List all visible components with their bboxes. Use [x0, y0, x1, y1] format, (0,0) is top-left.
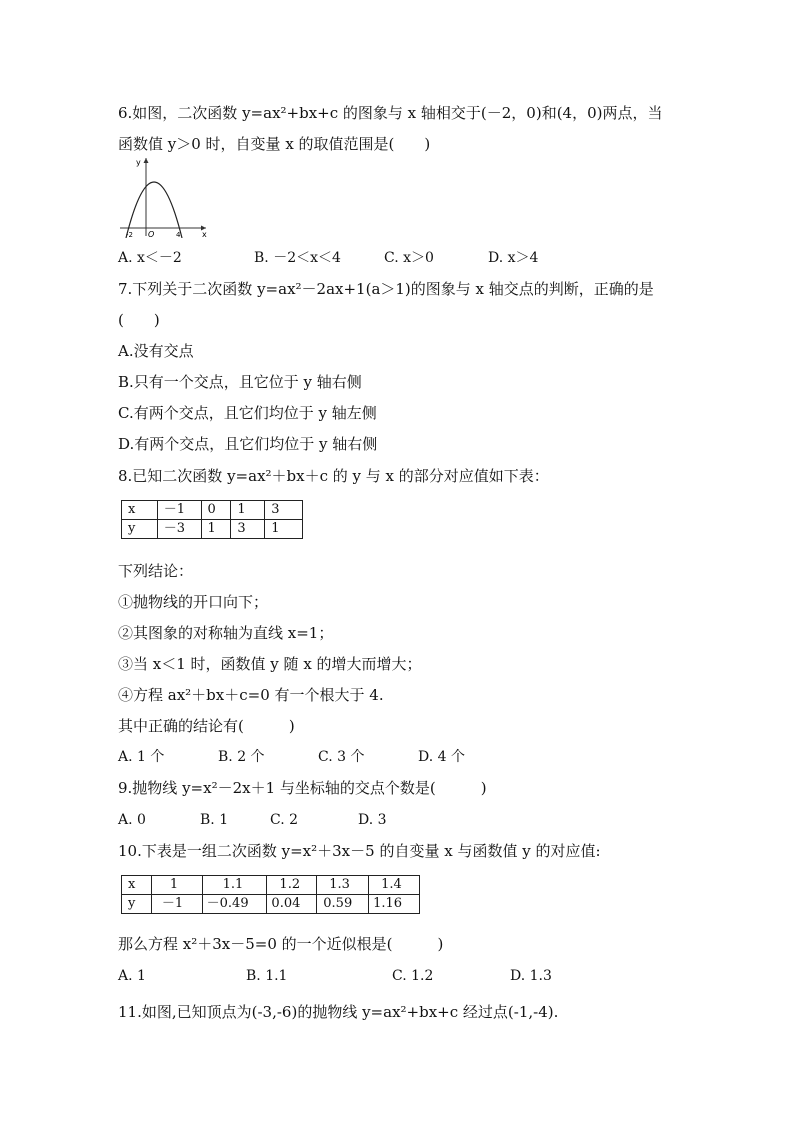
table-cell: 1 [201, 520, 231, 539]
q10-question: 那么方程 x²＋3x－5=0 的一个近似根是( ) [118, 935, 444, 953]
q7-option-d[interactable]: D.有两个交点，且它们均位于 y 轴右侧 [118, 435, 378, 453]
y-axis-arrow [144, 158, 149, 163]
q7-option-c[interactable]: C.有两个交点，且它们均位于 y 轴左侧 [118, 404, 377, 422]
table-cell: 1 [151, 876, 202, 895]
table-cell: －0.49 [202, 895, 267, 914]
q10-option-a[interactable]: A. 1 [118, 968, 146, 984]
origin-label: O [148, 230, 155, 238]
table-cell: 1.16 [369, 895, 420, 914]
table-row [122, 520, 303, 539]
tick-label-4: 4 [176, 231, 181, 238]
table-cell: 0 [201, 501, 231, 520]
q8-option-a[interactable]: A. 1 个 [118, 749, 165, 765]
q6-option-c[interactable]: C. x＞0 [384, 250, 434, 266]
table-cell: 1 [265, 520, 303, 539]
q6-stem-line1: 6.如图，二次函数 y=ax²+bx+c 的图象与 x 轴相交于(－2，0)和(4，0)两点，当 [118, 104, 663, 122]
q9-option-b[interactable]: B. 1 [200, 812, 229, 828]
table-cell: 1.1 [202, 876, 267, 895]
q9-option-c[interactable]: C. 2 [270, 812, 299, 828]
q8-conclusion-1: ①抛物线的开口向下； [118, 593, 269, 611]
table-cell: x [122, 876, 152, 895]
q7-stem-line2: ( ) [118, 311, 160, 329]
table-cell: 1.3 [317, 876, 369, 895]
q6-option-a[interactable]: A. x＜－2 [118, 250, 182, 266]
tick-label-neg2: -2 [126, 231, 133, 238]
q8-value-table [121, 500, 303, 539]
q8-stem: 8.已知二次函数 y=ax²＋bx＋c 的 y 与 x 的部分对应值如下表： [118, 467, 549, 485]
table-cell: 0.59 [317, 895, 369, 914]
table-cell: 3 [265, 501, 303, 520]
x-axis-label: x [202, 230, 207, 238]
table-cell: －3 [157, 520, 201, 539]
table-row [122, 895, 420, 914]
q8-conclusion-2: ②其图象的对称轴为直线 x=1； [118, 624, 334, 642]
q8-option-b[interactable]: B. 2 个 [218, 749, 265, 765]
q8-option-c[interactable]: C. 3 个 [318, 749, 365, 765]
table-cell: 3 [231, 520, 265, 539]
q10-option-b[interactable]: B. 1.1 [246, 968, 288, 984]
q8-option-d[interactable]: D. 4 个 [418, 749, 465, 765]
table-cell: 1.4 [369, 876, 420, 895]
q6-option-b[interactable]: B. －2＜x＜4 [254, 250, 341, 266]
q7-stem-line1: 7.下列关于二次函数 y=ax²－2ax+1(a＞1)的图象与 x 轴交点的判断，正确的是 [118, 280, 654, 298]
table-cell: －1 [157, 501, 201, 520]
q8-lead: 下列结论： [118, 562, 194, 580]
table-cell: y [122, 520, 158, 539]
table-cell: 0.04 [267, 895, 317, 914]
q10-stem: 10.下表是一组二次函数 y=x²＋3x－5 的自变量 x 与函数值 y 的对应值: [118, 842, 601, 860]
q9-option-a[interactable]: A. 0 [118, 812, 146, 828]
q11-stem: 11.如图,已知顶点为(-3,-6)的抛物线 y=ax²+bx+c 经过点(-1,-4). [118, 1003, 559, 1021]
q6-stem-line2: 函数值 y＞0 时，自变量 x 的取值范围是( ) [118, 135, 431, 153]
q10-value-table [121, 875, 420, 914]
q7-option-a[interactable]: A.没有交点 [118, 342, 194, 360]
q8-question: 其中正确的结论有( ) [118, 717, 295, 735]
table-cell: y [122, 895, 152, 914]
q9-option-d[interactable]: D. 3 [358, 812, 387, 828]
q9-stem: 9.抛物线 y=x²－2x＋1 与坐标轴的交点个数是( ) [118, 779, 487, 797]
table-cell: x [122, 501, 158, 520]
table-cell: 1.2 [267, 876, 317, 895]
table-row [122, 876, 420, 895]
q10-option-c[interactable]: C. 1.2 [392, 968, 434, 984]
q8-conclusion-3: ③当 x＜1 时，函数值 y 随 x 的增大而增大； [118, 655, 422, 673]
q7-option-b[interactable]: B.只有一个交点，且它位于 y 轴右侧 [118, 373, 362, 391]
q8-conclusion-4: ④方程 ax²＋bx＋c=0 有一个根大于 4. [118, 686, 384, 704]
q6-parabola-graph [118, 156, 210, 238]
y-axis-label: y [136, 158, 141, 167]
q6-option-d[interactable]: D. x＞4 [488, 250, 539, 266]
table-row [122, 501, 303, 520]
q10-option-d[interactable]: D. 1.3 [510, 968, 552, 984]
table-cell: －1 [151, 895, 202, 914]
table-cell: 1 [231, 501, 265, 520]
